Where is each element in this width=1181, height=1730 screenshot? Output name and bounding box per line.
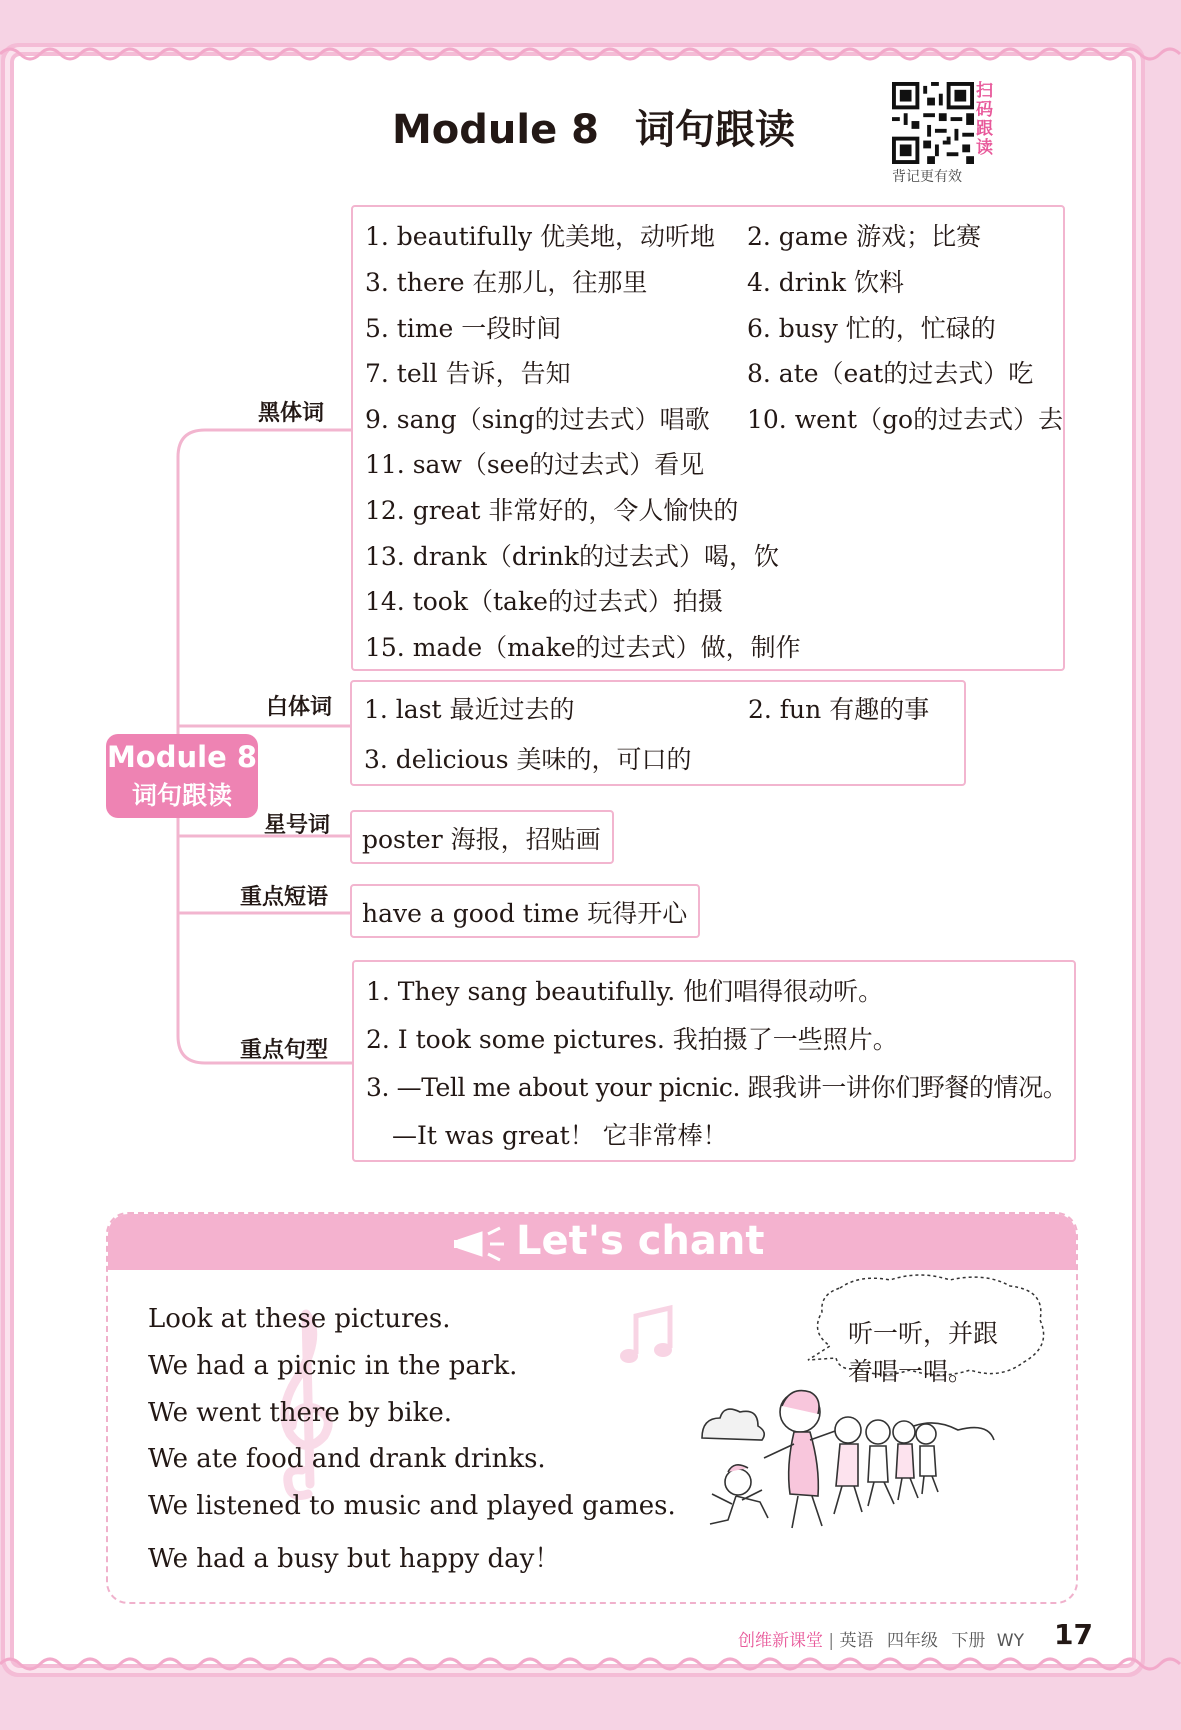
category-key-sentences: 重点句型 (240, 1038, 329, 1063)
footer-info: 创维新课堂 | 英语 四年级 下册 WY (738, 1631, 1024, 1651)
chant-line: We had a busy but happy day！ (148, 1544, 561, 1574)
word-item: 3. there 在那儿，往那里 (365, 268, 648, 297)
category-star-words: 星号词 (264, 813, 331, 838)
key-sentences-box (352, 960, 1076, 1162)
badge-line1: Module 8 (106, 740, 258, 774)
bold-words-box (351, 205, 1065, 671)
qr-subcaption: 背记更有效 (892, 169, 962, 185)
title-chinese: 词句跟读 (635, 107, 795, 153)
sentence-item: —It was great！ 它非常棒！ (392, 1121, 728, 1150)
chant-line: We ate food and drank drinks. (148, 1444, 546, 1474)
word-item: 1. beautifully 优美地，动听地 (365, 222, 716, 251)
word-item: 2. fun 有趣的事 (748, 695, 930, 724)
word-item: 5. time 一段时间 (365, 314, 562, 343)
megaphone-icon (452, 1226, 508, 1262)
chant-header (108, 1214, 1076, 1270)
word-item: 3. delicious 美味的，可口的 (364, 745, 692, 774)
sentence-item: 2. I took some pictures. 我拍摄了一些照片。 (366, 1025, 898, 1054)
word-item: 12. great 非常好的，令人愉快的 (365, 496, 739, 525)
category-bold-words: 黑体词 (258, 401, 325, 426)
star-words-box (350, 810, 614, 864)
chant-line: We had a picnic in the park. (148, 1351, 518, 1381)
category-key-phrases: 重点短语 (240, 885, 329, 910)
chant-line: We listened to music and played games. (148, 1491, 676, 1521)
footer-grade: 四年级 (886, 1631, 938, 1651)
children-running-illustration (698, 1374, 998, 1544)
word-item: 7. tell 告诉，告知 (365, 359, 571, 388)
badge-line2: 词句跟读 (131, 781, 232, 810)
page-number: 17 (1054, 1618, 1093, 1651)
footer-brand: 创维新课堂 (738, 1631, 823, 1651)
word-item: 6. busy 忙的，忙碌的 (747, 314, 996, 343)
title-english: Module 8 (392, 107, 599, 153)
word-item: 2. game 游戏；比赛 (747, 222, 982, 251)
plain-words-box (350, 680, 966, 786)
word-item: 4. drink 饮料 (747, 268, 904, 297)
phrase-item: have a good time 玩得开心 (362, 899, 688, 928)
chant-line: We went there by bike. (148, 1398, 452, 1428)
word-item: 15. made（make的过去式）做，制作 (365, 633, 801, 662)
word-item: 14. took（take的过去式）拍摄 (365, 587, 723, 616)
bubble-line2: 着唱一唱。 (848, 1357, 974, 1386)
sentence-item: 3. —Tell me about your picnic. 跟我讲一讲你们野餐的情况。 (366, 1073, 1068, 1102)
footer-subject: 英语 (839, 1631, 874, 1651)
qr-caption: 扫码跟读 (976, 81, 993, 158)
word-item: 11. saw（see的过去式）看见 (365, 450, 705, 479)
word-item: 13. drank（drink的过去式）喝，饮 (365, 542, 780, 571)
word-item: 9. sang（sing的过去式）唱歌 (365, 405, 710, 434)
chant-panel (106, 1212, 1078, 1604)
module-badge (106, 734, 258, 818)
footer-volume: 下册 (951, 1631, 986, 1651)
chant-title: Let's chant (516, 1218, 765, 1264)
word-item: 1. last 最近过去的 (364, 695, 575, 724)
sentence-item: 1. They sang beautifully. 他们唱得很动听。 (366, 977, 884, 1006)
music-note-icon (618, 1304, 678, 1368)
key-phrases-box (350, 884, 700, 938)
bubble-line1: 听一听，并跟 (848, 1319, 999, 1348)
chant-line: Look at these pictures. (148, 1304, 451, 1334)
footer-edition: WY (996, 1631, 1024, 1651)
word-item: 10. went（go的过去式）去 (747, 405, 1064, 434)
category-plain-words: 白体词 (266, 695, 333, 720)
word-item: 8. ate（eat的过去式）吃 (747, 359, 1034, 388)
word-item: poster 海报，招贴画 (362, 825, 601, 854)
